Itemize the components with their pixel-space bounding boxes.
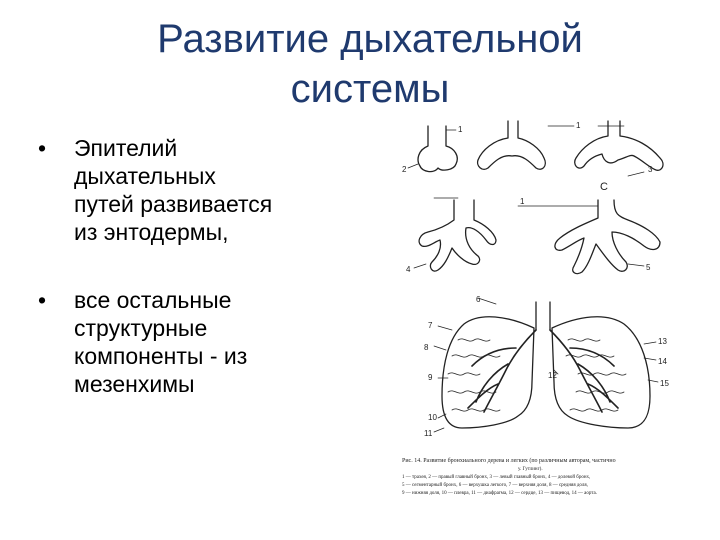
figure-label: 2 — [402, 165, 407, 174]
lung-development-illustration — [398, 116, 698, 504]
stage4-left-tree — [419, 200, 496, 271]
figure-label: 1 — [458, 125, 463, 134]
figure-label: 5 — [646, 263, 651, 272]
bullet-marker: • — [38, 135, 47, 161]
figure-caption-line-2: у. Гутлинг). — [518, 467, 543, 472]
bullet-list — [28, 134, 358, 438]
right-bronchi — [550, 330, 618, 412]
figure-caption-line-3: 1 — трахея, 2 — правый главный бронх, 3 — левый главный бронх, 4 — долевой бронх, — [402, 475, 591, 480]
slide-title — [70, 14, 670, 114]
lung-development-figure — [398, 116, 698, 504]
figure-label: 11 — [424, 429, 433, 438]
figure-label: 13 — [658, 337, 667, 346]
figure-caption-line-1: Рис. 14. Развитие бронхиального дерева и легких (по различным авторам, частично — [402, 458, 616, 464]
title-line-2: системы — [290, 67, 450, 111]
left-bronchi — [468, 330, 536, 412]
figure-label: 6 — [476, 295, 481, 304]
figure-label: 8 — [424, 343, 429, 352]
label-leaders — [408, 126, 658, 432]
title-line-1: Развитие дыхательной — [157, 17, 583, 61]
figure-caption-line-4: 5 — сегментарный бронх, 6 — верхушка легкого, 7 — верхняя доля, 8 — средняя доля, — [402, 483, 588, 488]
lungs-trachea — [536, 302, 550, 330]
bullet-1-line-1: Эпителий — [74, 135, 178, 161]
figure-label: 14 — [658, 357, 667, 366]
figure-label: 4 — [406, 265, 411, 274]
bullet-item-1 — [28, 134, 358, 246]
bullet-2-line-2: структурные — [74, 315, 208, 341]
left-lung-lobules — [448, 339, 500, 411]
stage1-bud — [418, 126, 457, 172]
figure-label: 1 — [520, 197, 525, 206]
bullet-2-line-4: мезенхимы — [74, 371, 195, 397]
figure-label: 15 — [660, 379, 669, 388]
stage4-right-tree — [555, 200, 660, 274]
figure-label: С — [600, 181, 608, 193]
figure-label: 1 — [576, 121, 581, 130]
figure-label: 12 — [548, 371, 557, 380]
figure-caption-line-5: 9 — нижняя доля, 10 — плевра, 11 — диафрагма, 12 — сердце, 13 — пищевод, 14 — аорта. — [402, 491, 598, 496]
bullet-1-line-2: дыхательных — [74, 163, 216, 189]
bullet-2-line-1: все остальные — [74, 287, 232, 313]
bullet-1-line-4: из энтодермы, — [74, 219, 229, 245]
bullet-marker: • — [38, 287, 47, 313]
left-lung-outline — [442, 317, 534, 428]
figure-label: 10 — [428, 413, 437, 422]
bullet-item-2 — [28, 286, 358, 398]
stage3-bronchial-bud — [575, 121, 663, 170]
figure-label: 9 — [428, 373, 433, 382]
figure-label: 7 — [428, 321, 433, 330]
stage2-bronchial-bud — [478, 121, 546, 169]
figure-label: 3 — [648, 165, 653, 174]
bullet-2-line-3: компоненты - из — [74, 343, 248, 369]
bullet-1-line-3: путей развивается — [74, 191, 273, 217]
